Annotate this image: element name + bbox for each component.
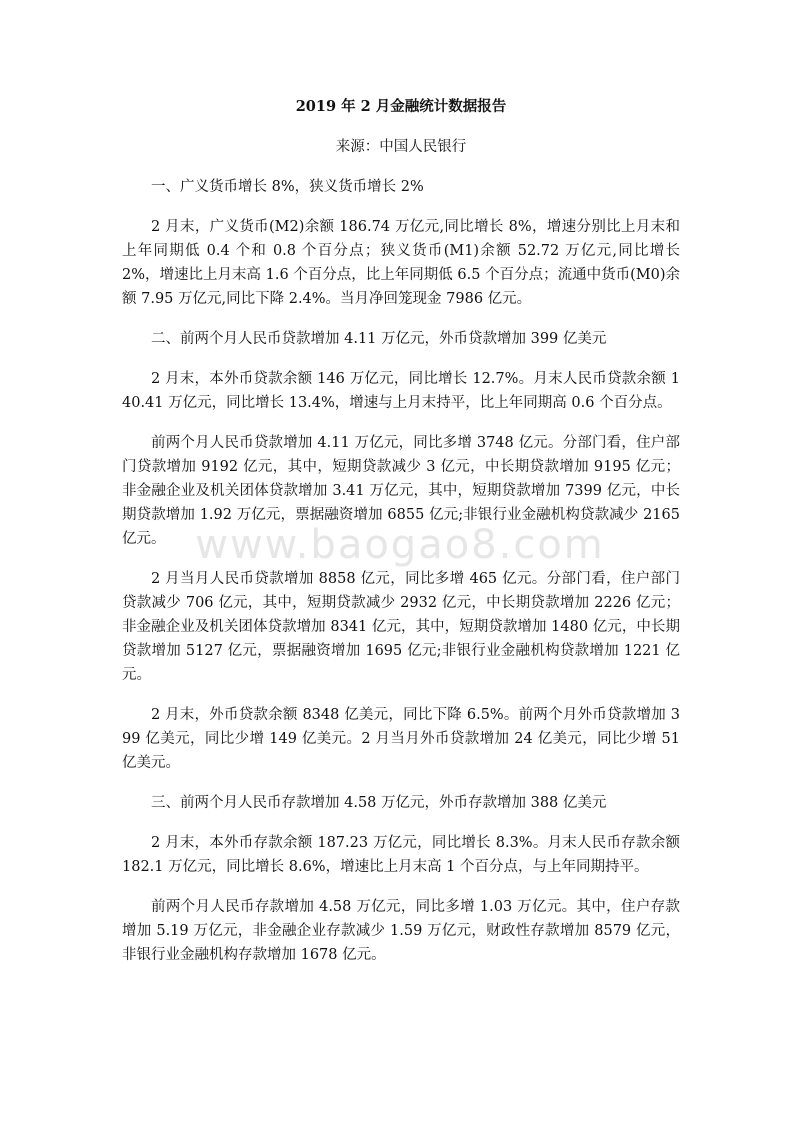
paragraph: 2 月末，外币贷款余额 8348 亿美元，同比下降 6.5%。前两个月外币贷款增加 399 亿美元，同比少增 149 亿美元。2 月当月外币贷款增加 24 亿美元，同比少增 51 亿美元。 [122, 707, 680, 771]
watermark: www.baogao8.com [195, 522, 605, 568]
source-line: 来源：中国人民银行 [335, 139, 467, 155]
document-body [122, 95, 680, 983]
page-title: 2019 年 2 月金融统计数据报告 [295, 98, 507, 115]
section-heading: 三、前两个月人民币存款增加 4.58 万亿元，外币存款增加 388 亿美元 [151, 795, 607, 811]
paragraph: 前两个月人民币贷款增加 4.11 万亿元，同比多增 3748 亿元。分部门看，住户部门贷款增加 9192 亿元，其中，短期贷款减少 3 亿元，中长期贷款增加 9195 亿元；非金融企业及机关团体贷款增加 3.41 万亿元，其中，短期贷款增加 7399 亿元，中长期贷款增加 1.92 万亿元，票据融资增加 6855 亿元;非银行业金融机构贷款减少 2165 亿元。 [122, 435, 680, 547]
paragraph: 2 月当月人民币贷款增加 8858 亿元，同比多增 465 亿元。分部门看，住户部门贷款减少 706 亿元，其中，短期贷款减少 2932 亿元，中长期贷款增加 2226 亿元；非金融企业及机关团体贷款增加 8341 亿元，其中，短期贷款增加 1480 亿元，中长期贷款增加 5127 亿元，票据融资增加 1695 亿元;非银行业金融机构贷款增加 1221 亿元。 [122, 571, 680, 683]
paragraph: 2 月末，本外币存款余额 187.23 万亿元，同比增长 8.3%。月末人民币存款余额 182.1 万亿元，同比增长 8.6%，增速比上月末高 1 个百分点，与上年同期持平。 [122, 835, 680, 875]
section-heading: 二、前两个月人民币贷款增加 4.11 万亿元，外币贷款增加 399 亿美元 [151, 331, 607, 347]
paragraph: 2 月末，广义货币(M2)余额 186.74 万亿元,同比增长 8%，增速分别比上月末和上年同期低 0.4 个和 0.8 个百分点；狭义货币(M1)余额 52.72 万亿元,同比增长 2%，增速比上月末高 1.6 个百分点，比上年同期低 6.5 个百分点；流通中货币(M0)余额 7.95 万亿元,同比下降 2.4%。当月净回笼现金 7986 亿元。 [122, 219, 680, 307]
paragraph: 2 月末，本外币贷款余额 146 万亿元，同比增长 12.7%。月末人民币贷款余额 140.41 万亿元，同比增长 13.4%，增速与上月末持平，比上年同期高 0.6 个百分点。 [122, 371, 680, 411]
section-heading: 一、广义货币增长 8%，狭义货币增长 2% [151, 179, 424, 195]
paragraph: 前两个月人民币存款增加 4.58 万亿元，同比多增 1.03 万亿元。其中，住户存款增加 5.19 万亿元，非金融企业存款减少 1.59 万亿元，财政性存款增加 8579 亿元，非银行业金融机构存款增加 1678 亿元。 [122, 899, 680, 963]
